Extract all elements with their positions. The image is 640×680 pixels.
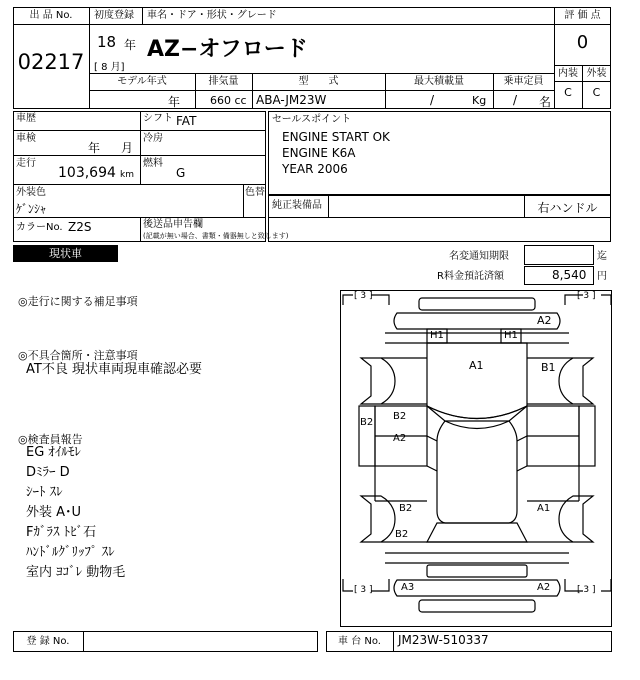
front-grille-shape [419,298,535,310]
inspector-label: ◎検査員報告 [18,433,83,446]
rear-step-shape [419,600,535,612]
rear-bumper-shape [394,580,560,596]
score-label: 評 価 点 [564,10,601,21]
color-no-value: Z2S [68,220,92,234]
exterior-label: 外装 [586,68,607,79]
post-docs-label: 後送品申告欄 [143,219,203,230]
roof-shape [437,421,517,523]
front-bumper-shape [394,313,560,329]
corner-count-br: [ 3 ] [577,585,596,595]
mark-front-fender-right: B1 [541,361,556,374]
max-load-slash: / [430,93,435,107]
inspector-item: ﾊﾝﾄﾞﾙｸﾞﾘｯﾌﾟ ｽﾚ [26,545,115,560]
inspector-item: Fｶﾞﾗｽ ﾄﾋﾞ石 [26,525,97,540]
door-left-outer-shape [359,406,375,466]
exterior-grade: C [592,86,601,99]
history-label: 車歴 [16,113,36,124]
mark-headlight-left: H1 [430,330,444,341]
chassis-label: 車 台 No. [338,636,381,647]
mark-headlight-right: H1 [504,330,518,341]
shift-value: FAT [176,114,197,128]
recycle-label: R料金預託済額 [437,271,504,282]
hood-shape [427,343,527,419]
equipment-label: 純正装備品 [272,200,322,211]
color-value: ｹﾞﾝｼｬ [16,202,47,216]
recycle-value: 8,540 [552,268,587,282]
capacity-slash: / [513,93,518,107]
max-load-label: 最大積載量 [414,76,464,87]
max-load-unit: Kg [472,94,487,107]
mark-rear-bumper-a2: A2 [537,582,551,593]
recolor-label: 色替 [245,187,265,198]
rear-fender-left-shape [361,496,395,542]
mark-door-left-outer: B2 [360,417,374,428]
rear-hatch-shape [427,523,527,542]
displacement-label: 排気量 [208,76,239,87]
model: ABA-JM23W [256,93,327,107]
mark-rear-bumper-a3: A3 [401,582,415,593]
interior-grade: C [564,86,572,99]
model-year-unit: 年 [168,95,181,109]
damage-diagram [340,290,612,627]
model-label: 型 式 [298,76,339,87]
current-status-banner: 現状車 [13,245,118,262]
post-docs-note: (記載が無い場合、書類・備器無しと致します) [143,232,289,240]
first-reg-label: 初度登録 [94,10,134,21]
name-change-box [524,245,594,265]
inspector-list [26,443,125,583]
fuel-value: G [176,166,186,180]
shift-label: シフト [143,113,173,124]
name-change-label: 名変通知期限 [449,251,509,262]
defects-label: ◎不具合箇所・注意事項 [18,349,138,362]
rear-fender-right-shape [559,496,593,542]
lot-number: 02217 [17,50,85,74]
rear-plate-shape [427,565,527,577]
inspector-item: 外装 A･U [26,505,82,520]
mark-rear-right: A1 [537,503,551,514]
corner-count-tr: [ 3 ] [577,291,596,301]
first-reg-month: [ 8 月] [94,62,125,73]
corner-count-tl: [ 3 ] [354,291,373,301]
color-no-label: カラーNo. [16,222,63,233]
corner-count-bl: [ 3 ] [354,585,373,595]
lot-no-label: 出 品 No. [29,10,73,21]
car-outline-diagram [341,291,613,628]
mark-rear-left-b1: B2 [399,503,413,514]
mark-front-bumper: A2 [537,314,552,327]
reg-no-label: 登 録 No. [26,636,70,647]
shaken-year-unit: 年 [88,141,101,155]
first-reg-year-unit: 年 [124,38,137,52]
interior-label: 内装 [558,68,578,79]
first-reg-year: 18 [97,33,117,51]
mileage-label: 走行 [16,158,36,169]
capacity-label: 乗車定員 [503,76,544,87]
mark-door-left-b: B2 [393,411,407,422]
inspector-item: Dﾐﾗｰ D [26,465,70,480]
door-right-outer-shape [579,406,595,466]
car-name: AZ−オフロード [147,37,308,62]
mileage-value: 103,694 [58,165,116,181]
color-label: 外装色 [16,187,46,198]
front-fender-left-shape [361,358,395,404]
mark-door-left-a: A2 [393,433,407,444]
car-name-label: 車名・ドア・形状・グレード [147,10,277,21]
inspector-item: 室内 ﾖｺﾞﾚ 動物毛 [26,565,126,580]
recycle-unit: 円 [597,271,607,282]
mark-rear-left-b2: B2 [395,529,409,540]
sales-point-line: YEAR 2006 [282,162,348,176]
capacity-unit: 名 [539,95,552,109]
inspector-item: EG ｵｲﾙﾓﾚ [26,445,81,460]
supplement-label: ◎走行に関する補足事項 [18,295,138,308]
model-year-label: モデル年式 [117,76,167,87]
displacement: 660 cc [210,94,247,107]
sales-point-line: ENGINE START OK [282,130,390,144]
sales-point-line: ENGINE K6A [282,146,356,160]
chassis-number: JM23W-510337 [398,633,489,647]
defects-text: AT不良 現状車両現車確認必要 [26,362,202,377]
sales-points-label: セールスポイント [272,114,352,125]
front-fender-right-shape [559,358,593,404]
shaken-label: 車検 [16,133,36,144]
mark-hood: A1 [469,359,484,372]
name-change-suffix: 迄 [597,251,607,262]
fuel-label: 燃料 [143,158,163,169]
mileage-unit: km [120,170,134,180]
aircon-label: 冷房 [143,133,163,144]
handle-value: 右ハンドル [537,201,598,215]
inspector-item: ｼｰﾄ ｽﾚ [26,485,63,500]
shaken-month-unit: 月 [121,141,134,155]
score-value: 0 [576,32,589,53]
